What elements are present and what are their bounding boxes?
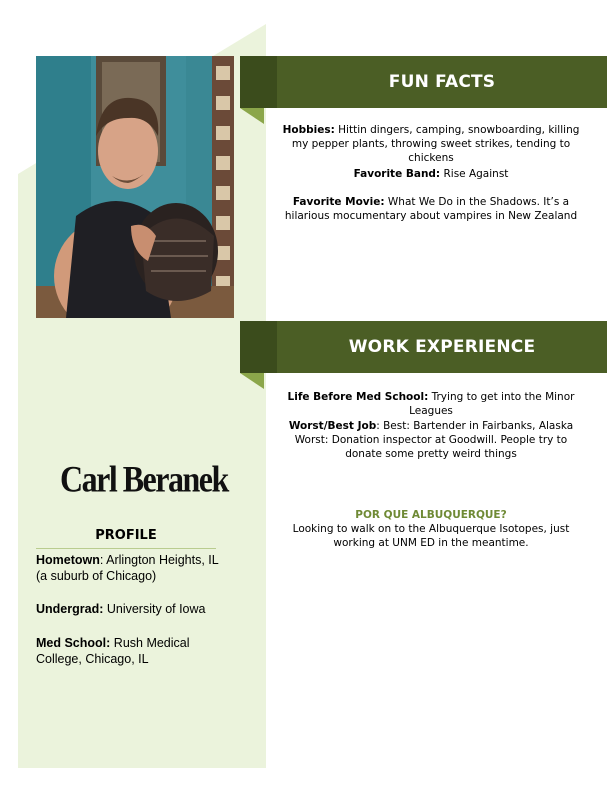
hobbies-value: Hittin dingers, camping, snowboarding, killing my pepper plants, throwing sweet strikes, tending to chickens [291,124,580,164]
med-school-text [36,635,226,667]
fun-facts-title: FUN FACTS [388,72,496,92]
person-name: Carl Beranek [60,458,228,500]
albuquerque-text: Looking to walk on to the Albuquerque Isotopes, just working at UNM ED in the meantime. [292,523,570,549]
hometown-value: : Arlington Heights, IL (a suburb of Chicago) [36,553,219,583]
hobbies-text [278,123,584,165]
band-value: Rise Against [440,168,509,180]
movie-text [278,195,584,223]
band-label: Favorite Band: [353,168,441,180]
job-worst-text: Worst: Donation inspector at Goodwill. People try to donate some pretty weird things [294,434,568,460]
movie-value: What We Do in the Shadows. It’s a hilarious mocumentary about vampires in New Zealand [284,196,578,222]
movie-label: Favorite Movie: [292,196,385,208]
hobbies-label: Hobbies: [282,124,335,136]
work-experience-title: WORK EXPERIENCE [348,337,536,357]
undergrad-text [36,601,226,617]
profile-title: PROFILE [95,528,157,543]
before-med-value: Trying to get into the Minor Leagues [409,391,575,417]
work-experience-banner [240,321,607,373]
fun-facts-banner [240,56,607,108]
job-label: Worst/Best Job [288,420,377,432]
profile-photo [36,56,234,318]
job-value: : Best: Bartender in Fairbanks, Alaska [376,420,574,432]
hometown-text [36,552,226,584]
banner-fold [240,56,277,108]
before-med-text [278,390,584,418]
banner-fold [240,321,277,373]
before-med-label: Life Before Med School: [287,391,429,403]
profile-divider [36,548,216,549]
undergrad-label: Undergrad: [36,602,104,616]
med-school-value: Rush Medical College, Chicago, IL [36,636,190,666]
job-text [278,419,584,433]
band-text [278,167,584,181]
hometown-label: Hometown [36,553,100,567]
med-school-label: Med School: [36,636,111,650]
albuquerque-heading: POR QUE ALBUQUERQUE? [355,509,507,521]
undergrad-value: University of Iowa [103,602,206,616]
